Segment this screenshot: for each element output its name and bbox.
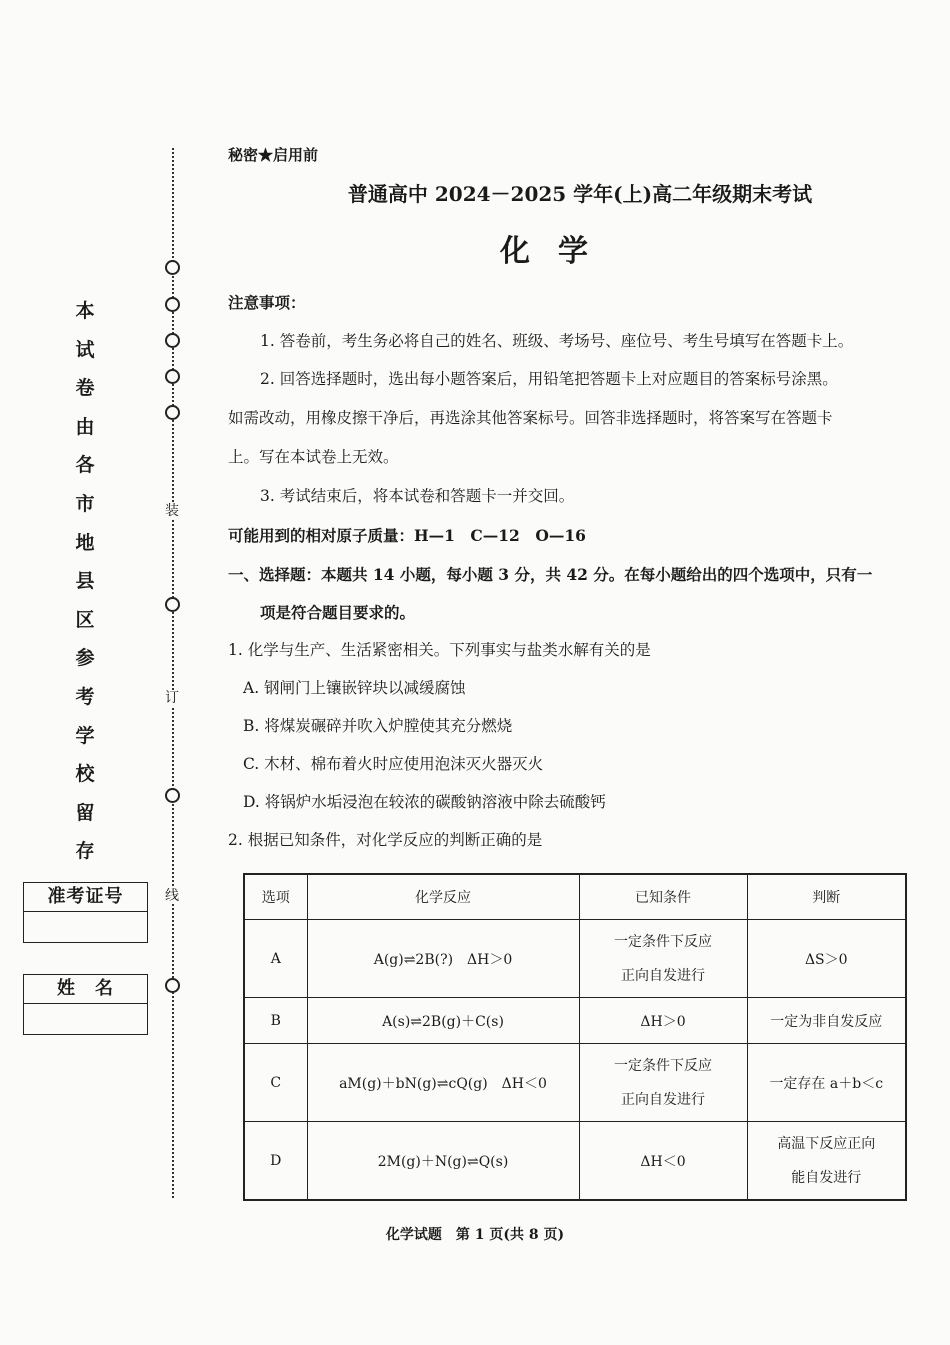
exam-title: 普通高中 2024－2025 学年(上)高二年级期末考试	[347, 182, 813, 206]
binding-hole-icon	[165, 788, 180, 803]
table-header: 判断	[747, 874, 906, 920]
name-box	[23, 974, 148, 1035]
subject-title: 化学	[500, 234, 616, 269]
name-label: 姓 名	[24, 975, 147, 1004]
option-cell: C	[244, 1044, 307, 1122]
name-field[interactable]	[24, 1004, 147, 1034]
atomic-mass-line: 可能用到的相对原子质量：H—1 C—12 O—16	[228, 526, 586, 545]
table-header: 选项	[244, 874, 307, 920]
binding-hole-icon	[165, 297, 180, 312]
question-2-table	[243, 873, 907, 1201]
question-1-option-b: B. 将煤炭碾碎并吹入炉膛使其充分燃烧	[243, 717, 513, 735]
question-1-option-d: D. 将锅炉水垢浸泡在较浓的碳酸钠溶液中除去硫酸钙	[243, 793, 606, 811]
binding-hole-icon	[165, 597, 180, 612]
vertical-storage-note: 本 试 卷 由 各 市 地 县 区 参 考 学 校 留 存	[75, 300, 95, 863]
notice-item-2-cont: 如需改动，用橡皮擦干净后，再选涂其他答案标号。回答非选择题时，将答案写在答题卡	[228, 409, 833, 427]
binding-hole-icon	[165, 260, 180, 275]
exam-id-field[interactable]	[24, 912, 147, 942]
binding-word-zhuang: 装	[165, 503, 179, 519]
section-heading-cont: 项是符合题目要求的。	[260, 603, 416, 622]
table-header: 已知条件	[579, 874, 747, 920]
table-row	[244, 998, 906, 1044]
reaction-cell: A(s)⇌2B(g)＋C(s)	[307, 998, 579, 1044]
notice-item-2: 2. 回答选择题时，选出每小题答案后，用铅笔把答题卡上对应题目的答案标号涂黑。	[260, 370, 838, 388]
option-cell: A	[244, 920, 307, 998]
binding-word-xian: 线	[165, 888, 179, 904]
option-cell: D	[244, 1122, 307, 1200]
binding-word-ding: 订	[165, 690, 179, 706]
judgement-cell: 一定存在 a＋b＜c	[747, 1044, 906, 1122]
binding-hole-icon	[165, 369, 180, 384]
exam-id-box	[23, 882, 148, 943]
reaction-cell: A(g)⇌2B(?) ΔH＞0	[307, 920, 579, 998]
judgement-cell: ΔS＞0	[747, 920, 906, 998]
option-cell: B	[244, 998, 307, 1044]
notice-item-2-end: 上。写在本试卷上无效。	[228, 448, 399, 466]
question-1-option-c: C. 木材、棉布着火时应使用泡沫灭火器灭火	[243, 755, 544, 773]
table-row	[244, 1122, 906, 1200]
notice-item-1: 1. 答卷前，考生务必将自己的姓名、班级、考场号、座位号、考生号填写在答题卡上。	[260, 332, 854, 350]
table-row	[244, 920, 906, 998]
condition-cell: ΔH＞0	[579, 998, 747, 1044]
reaction-cell: 2M(g)＋N(g)⇌Q(s)	[307, 1122, 579, 1200]
binding-hole-icon	[165, 405, 180, 420]
notice-heading: 注意事项：	[228, 293, 306, 312]
binding-hole-icon	[165, 978, 180, 993]
judgement-cell: 高温下反应正向 能自发进行	[747, 1122, 906, 1200]
notice-item-3: 3. 考试结束后，将本试卷和答题卡一并交回。	[260, 487, 575, 505]
question-1-option-a: A. 钢闸门上镶嵌锌块以减缓腐蚀	[243, 679, 466, 697]
question-1-stem: 1. 化学与生产、生活紧密相关。下列事实与盐类水解有关的是	[228, 641, 651, 659]
question-2-stem: 2. 根据已知条件，对化学反应的判断正确的是	[228, 831, 543, 849]
condition-cell: 一定条件下反应 正向自发进行	[579, 1044, 747, 1122]
table-row	[244, 1044, 906, 1122]
table-header-row	[244, 874, 906, 920]
page-footer: 化学试题 第 1 页(共 8 页)	[385, 1227, 565, 1243]
condition-cell: 一定条件下反应 正向自发进行	[579, 920, 747, 998]
condition-cell: ΔH＜0	[579, 1122, 747, 1200]
section-heading: 一、选择题：本题共 14 小题，每小题 3 分，共 42 分。在每小题给出的四个选项中，只有一	[228, 565, 873, 584]
exam-id-label: 准考证号	[24, 883, 147, 912]
secret-label: 秘密★启用前	[228, 146, 319, 164]
binding-hole-icon	[165, 333, 180, 348]
reaction-cell: aM(g)＋bN(g)⇌cQ(g) ΔH＜0	[307, 1044, 579, 1122]
judgement-cell: 一定为非自发反应	[747, 998, 906, 1044]
table-header: 化学反应	[307, 874, 579, 920]
